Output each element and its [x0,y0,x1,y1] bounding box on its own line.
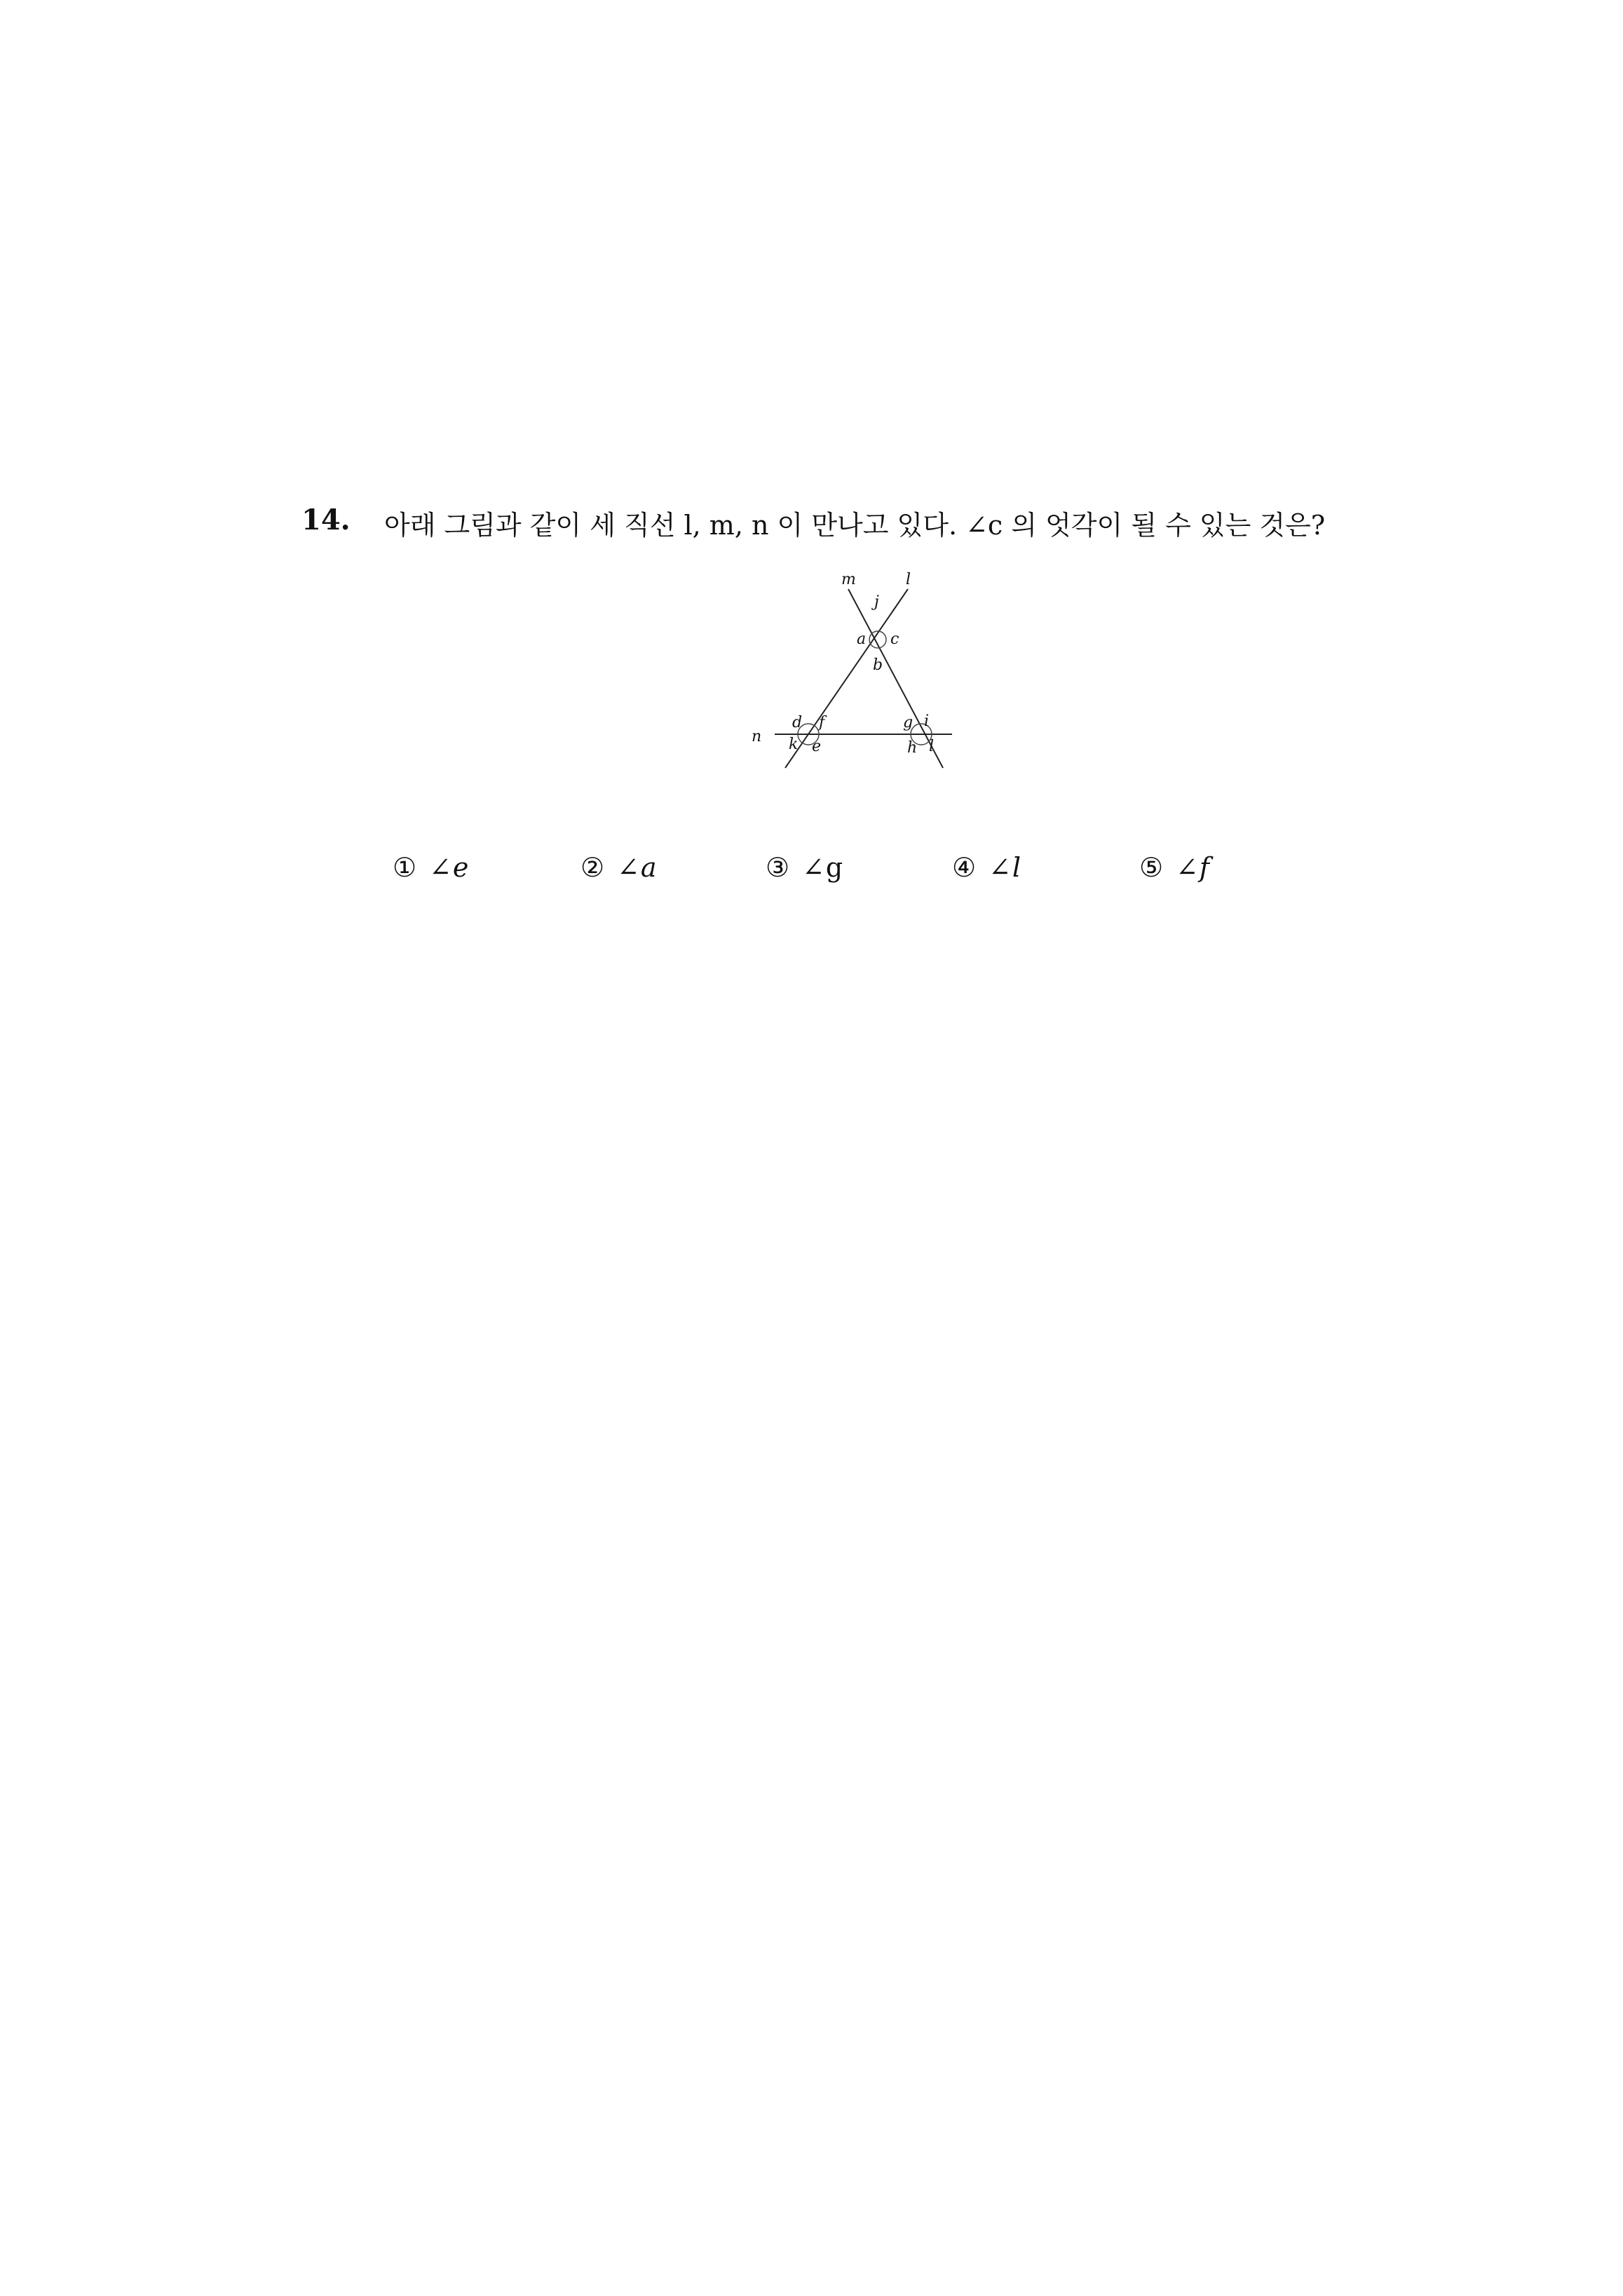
angle-symbol: ∠ [617,852,639,883]
angle-symbol: ∠ [802,852,824,883]
angle-symbol: ∠ [989,852,1011,883]
angle-label-f: f [819,714,825,731]
answer-choices [0,852,1623,894]
angle-label-c: c [890,630,899,648]
choice-4[interactable] [952,852,1021,883]
choice-5[interactable] [1139,852,1209,883]
angle-label-j: j [874,593,879,611]
angle-label-h: h [907,739,918,757]
choice-variable: l [1012,852,1021,883]
choice-variable: g [825,852,843,883]
choice-1[interactable] [393,852,468,883]
label-m: m [841,571,856,588]
choice-variable: a [640,852,657,883]
angle-label-k: k [789,736,799,753]
label-l-top: l [906,571,911,588]
question-text: 아래 그림과 같이 세 직선 l, m, n 이 만나고 있다. ∠c 의 엇각이 될 수 있는 것은? [384,510,1326,541]
angle-label-d: d [792,714,803,731]
question-number: 14. [301,504,351,536]
choice-number: ③ [766,852,790,883]
choice-2[interactable] [580,852,657,883]
angle-label-g: g [903,714,914,731]
label-n: n [752,728,762,745]
choice-variable: e [452,852,469,883]
choice-number: ① [393,852,417,883]
choice-3[interactable] [766,852,843,883]
lines-figure [743,565,953,775]
choice-number: ⑤ [1139,852,1164,883]
angle-symbol: ∠ [429,852,451,883]
angle-label-b: b [873,656,883,674]
line-l [785,589,908,768]
angle-label-e: e [812,738,822,755]
angle-label-l: l [929,738,935,755]
choice-variable: f [1199,852,1209,883]
choice-number: ④ [952,852,977,883]
choice-number: ② [580,852,605,883]
angle-label-i: i [924,713,930,730]
angle-symbol: ∠ [1176,852,1198,883]
angle-label-a: a [857,630,867,648]
